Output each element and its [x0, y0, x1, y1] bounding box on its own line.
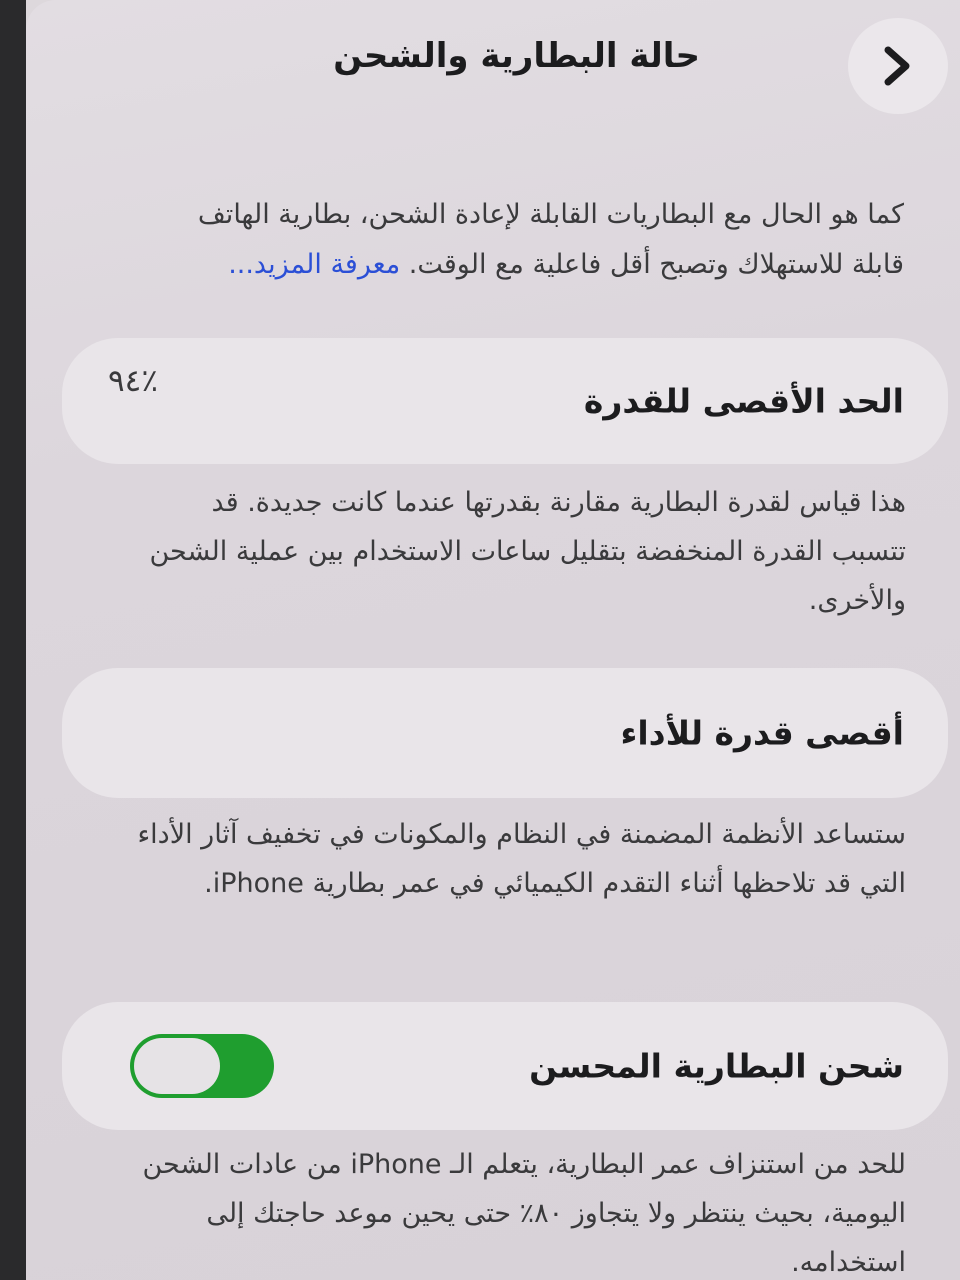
optimized-charging-label: شحن البطارية المحسن: [529, 1046, 904, 1086]
optimized-charging-description: للحد من استنزاف عمر البطارية، يتعلم الـ iPhone من عادات الشحن اليومية، بحيث ينتظر ولا يتجاوز ٨٠٪ حتى يحين موعد حاجتك إلى استخدامه.: [142, 1149, 906, 1278]
back-button[interactable]: [848, 18, 948, 114]
maximum-capacity-value: ٪٩٤: [108, 362, 158, 399]
peak-performance-description: ستساعد الأنظمة المضمنة في النظام والمكونات في تخفيف آثار الأداء التي قد تلاحظها أثناء التقدم الكيميائي في عمر بطارية iPhone.: [137, 819, 906, 899]
optimized-charging-row: [62, 1002, 948, 1130]
intro-body: كما هو الحال مع البطاريات القابلة لإعادة الشحن، بطارية الهاتف قابلة للاستهلاك وتصبح أقل فاعلية مع الوقت.: [197, 199, 904, 280]
device-bezel: [0, 0, 26, 1280]
learn-more-link[interactable]: معرفة المزيد...: [228, 249, 401, 280]
optimized-charging-toggle[interactable]: [130, 1034, 274, 1098]
intro-text: [146, 190, 904, 290]
settings-screen: [26, 0, 960, 1280]
maximum-capacity-row: [62, 338, 948, 464]
chevron-back-icon: [878, 44, 918, 88]
page-title: حالة البطارية والشحن: [333, 36, 700, 76]
peak-performance-label: أقصى قدرة للأداء: [620, 713, 904, 753]
peak-performance-row: [62, 668, 948, 798]
toggle-knob: [134, 1038, 220, 1094]
maximum-capacity-label: الحد الأقصى للقدرة: [583, 381, 904, 421]
maximum-capacity-description: هذا قياس لقدرة البطارية مقارنة بقدرتها عندما كانت جديدة. قد تتسبب القدرة المنخفضة بتقليل ساعات الاستخدام بين عملية الشحن والأخرى.: [149, 487, 906, 616]
